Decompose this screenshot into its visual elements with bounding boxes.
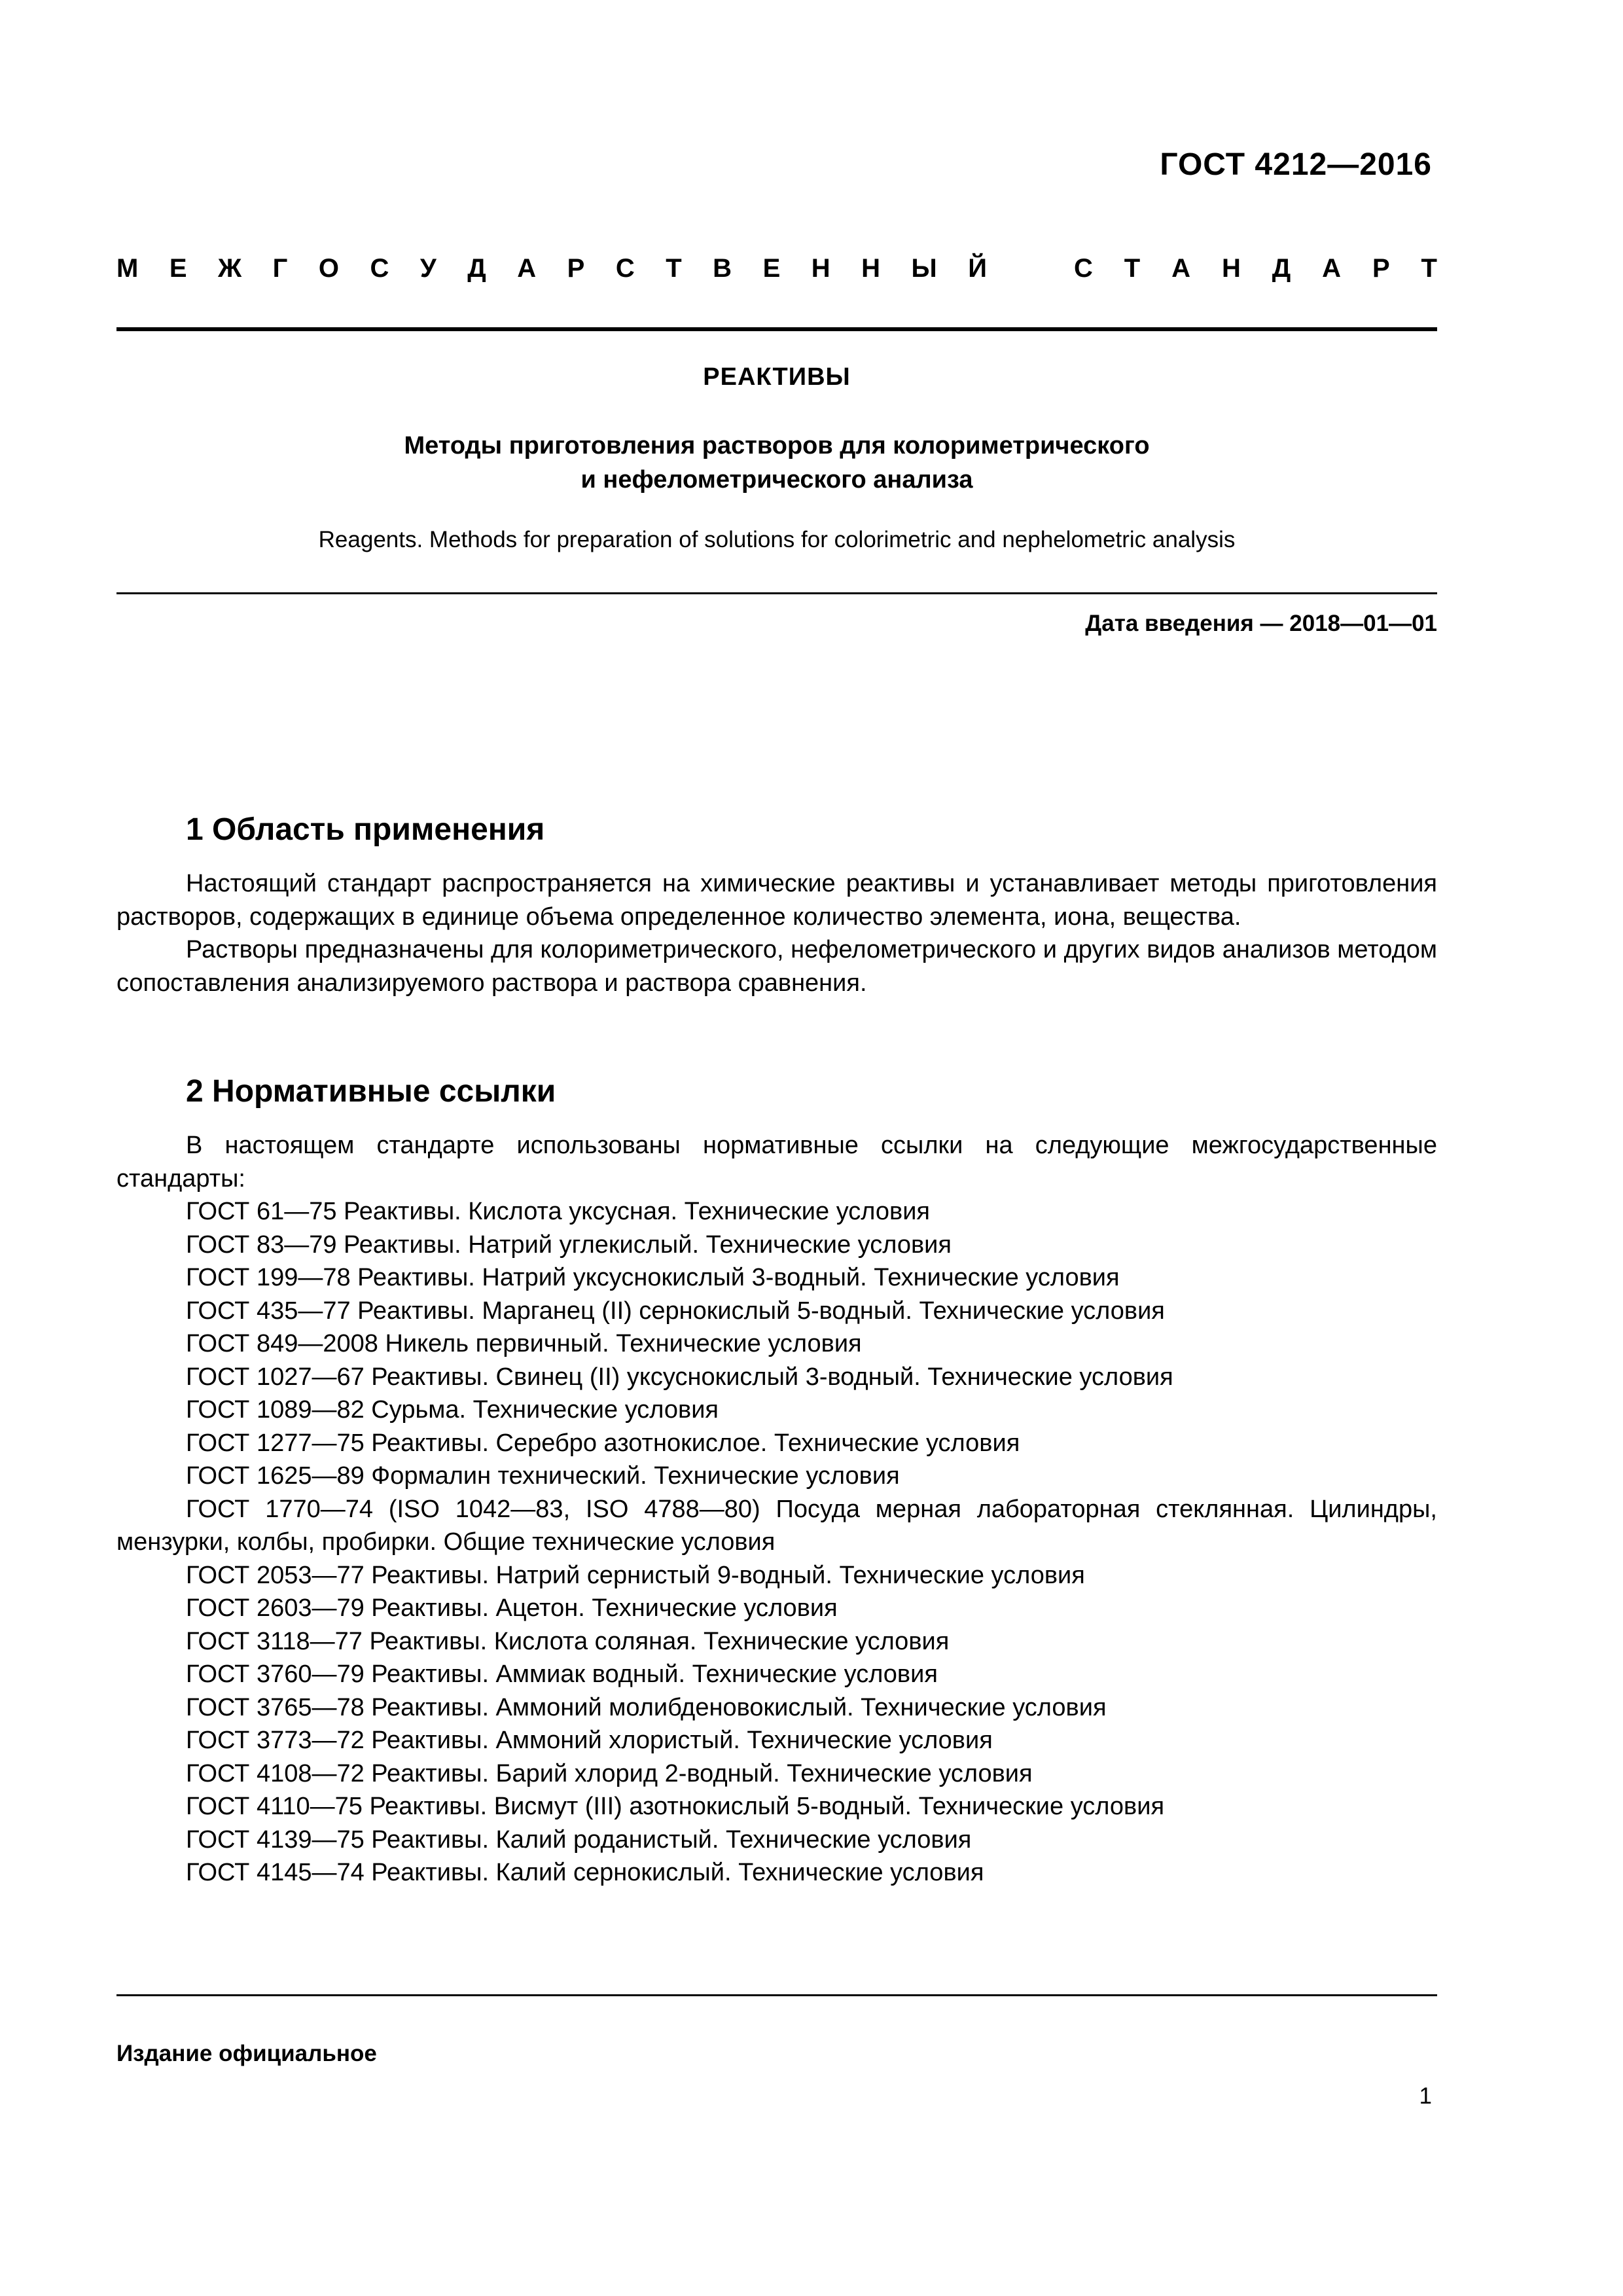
reference-item: ГОСТ 199—78 Реактивы. Натрий уксуснокислый 3-водный. Технические условия [186, 1264, 1120, 1291]
banner-letter: Р [567, 254, 585, 283]
reference-item: ГОСТ 2053—77 Реактивы. Натрий сернистый 9-водный. Технические условия [186, 1561, 1085, 1589]
banner-letter: Д [467, 254, 486, 283]
section-heading-normative-refs: 2 Нормативные ссылки [186, 1074, 556, 1109]
reference-item: ГОСТ 849—2008 Никель первичный. Технические условия [186, 1330, 862, 1357]
reference-item: ГОСТ 1089—82 Сурьма. Технические условия [186, 1396, 719, 1424]
header-rule [116, 327, 1437, 331]
banner-letter: Д [1272, 254, 1291, 283]
reference-item: ГОСТ 3118—77 Реактивы. Кислота соляная. Технические условия [186, 1627, 950, 1655]
banner-word-interstate [116, 254, 987, 283]
banner-letter: О [318, 254, 339, 283]
banner-letter: Ы [911, 254, 937, 283]
banner-letter: Т [1421, 254, 1437, 283]
paragraph: В настоящем стандарте использованы нормативные ссылки на следующие межгосударственные стандарты: [116, 1132, 1437, 1193]
document-title: РЕАКТИВЫ [703, 363, 851, 391]
normative-references-list [116, 1195, 1437, 1890]
banner-letter: С [370, 254, 389, 283]
banner-letter: С [615, 254, 635, 283]
banner-letter: Н [861, 254, 881, 283]
introduction-date: Дата введения — 2018—01—01 [1085, 611, 1437, 636]
paragraph: Растворы предназначены для колориметрического, нефелометрического и других видов анализов методом сопоставления анализируемого раствора и раствора сравнения. [116, 936, 1437, 997]
interstate-standard-banner [116, 254, 1437, 283]
reference-item: ГОСТ 1277—75 Реактивы. Серебро азотнокислое. Технические условия [186, 1429, 1020, 1457]
reference-item: ГОСТ 4108—72 Реактивы. Барий хлорид 2-водный. Технические условия [186, 1759, 1033, 1787]
banner-letter: С [1074, 254, 1093, 283]
section-scope-body [116, 867, 1437, 999]
banner-letter: М [116, 254, 139, 283]
banner-letter: У [419, 254, 437, 283]
subtitle-line: и нефелометрического анализа [580, 466, 973, 493]
banner-letter: Е [169, 254, 187, 283]
banner-letter: А [517, 254, 537, 283]
subtitle-line: Методы приготовления растворов для колориметрического [404, 432, 1150, 459]
banner-letter: Н [811, 254, 830, 283]
reference-item: ГОСТ 1027—67 Реактивы. Свинец (II) уксуснокислый 3-водный. Технические условия [186, 1363, 1173, 1391]
reference-item: ГОСТ 2603—79 Реактивы. Ацетон. Технические условия [186, 1594, 838, 1622]
reference-item: ГОСТ 83—79 Реактивы. Натрий углекислый. Технические условия [186, 1230, 952, 1259]
reference-item: ГОСТ 435—77 Реактивы. Марганец (II) сернокислый 5-водный. Технические условия [186, 1297, 1165, 1325]
document-code: ГОСТ 4212—2016 [1160, 147, 1432, 182]
banner-letter: Й [968, 254, 987, 283]
banner-letter: А [1322, 254, 1342, 283]
footer-rule [116, 1994, 1437, 1996]
banner-word-standard [1074, 254, 1437, 283]
title-rule [116, 592, 1437, 594]
reference-item: ГОСТ 61—75 Реактивы. Кислота уксусная. Технические условия [186, 1198, 931, 1225]
official-edition-label: Издание официальное [116, 2041, 377, 2066]
reference-item: ГОСТ 1625—89 Формалин технический. Технические условия [186, 1462, 900, 1490]
banner-letter: Т [1124, 254, 1141, 283]
banner-letter: Г [272, 254, 288, 283]
banner-letter: Ж [218, 254, 242, 283]
reference-item: ГОСТ 4110—75 Реактивы. Висмут (III) азотнокислый 5-водный. Технические условия [186, 1793, 1165, 1820]
section-heading-scope: 1 Область применения [186, 812, 545, 847]
english-title: Reagents. Methods for preparation of solutions for colorimetric and nephelometric analysis [318, 527, 1236, 552]
reference-item: ГОСТ 4139—75 Реактивы. Калий роданистый. Технические условия [186, 1825, 972, 1854]
paragraph: Настоящий стандарт распространяется на химические реактивы и устанавливает методы приготовления растворов, содержащих в единице объема определенное количество элемента, иона, вещества. [116, 870, 1437, 931]
document-subtitle [116, 429, 1437, 497]
banner-letter: Е [762, 254, 781, 283]
banner-letter: Н [1221, 254, 1241, 283]
section-refs-intro [116, 1129, 1437, 1195]
reference-item: ГОСТ 3765—78 Реактивы. Аммоний молибденовокислый. Технические условия [186, 1693, 1107, 1721]
banner-letter: Р [1372, 254, 1390, 283]
reference-item: ГОСТ 3760—79 Реактивы. Аммиак водный. Технические условия [186, 1660, 938, 1688]
reference-item: ГОСТ 4145—74 Реактивы. Калий сернокислый. Технические условия [186, 1859, 984, 1886]
reference-item: ГОСТ 3773—72 Реактивы. Аммоний хлористый. Технические условия [186, 1727, 993, 1754]
banner-letter: В [713, 254, 732, 283]
reference-item: ГОСТ 1770—74 (ISO 1042—83, ISO 4788—80) Посуда мерная лабораторная стеклянная. Цилиндры, мензурки, колбы, пробирки. Общие технические условия [116, 1495, 1437, 1556]
banner-letter: Т [666, 254, 682, 283]
banner-letter: А [1171, 254, 1191, 283]
page-number: 1 [1419, 2083, 1432, 2109]
